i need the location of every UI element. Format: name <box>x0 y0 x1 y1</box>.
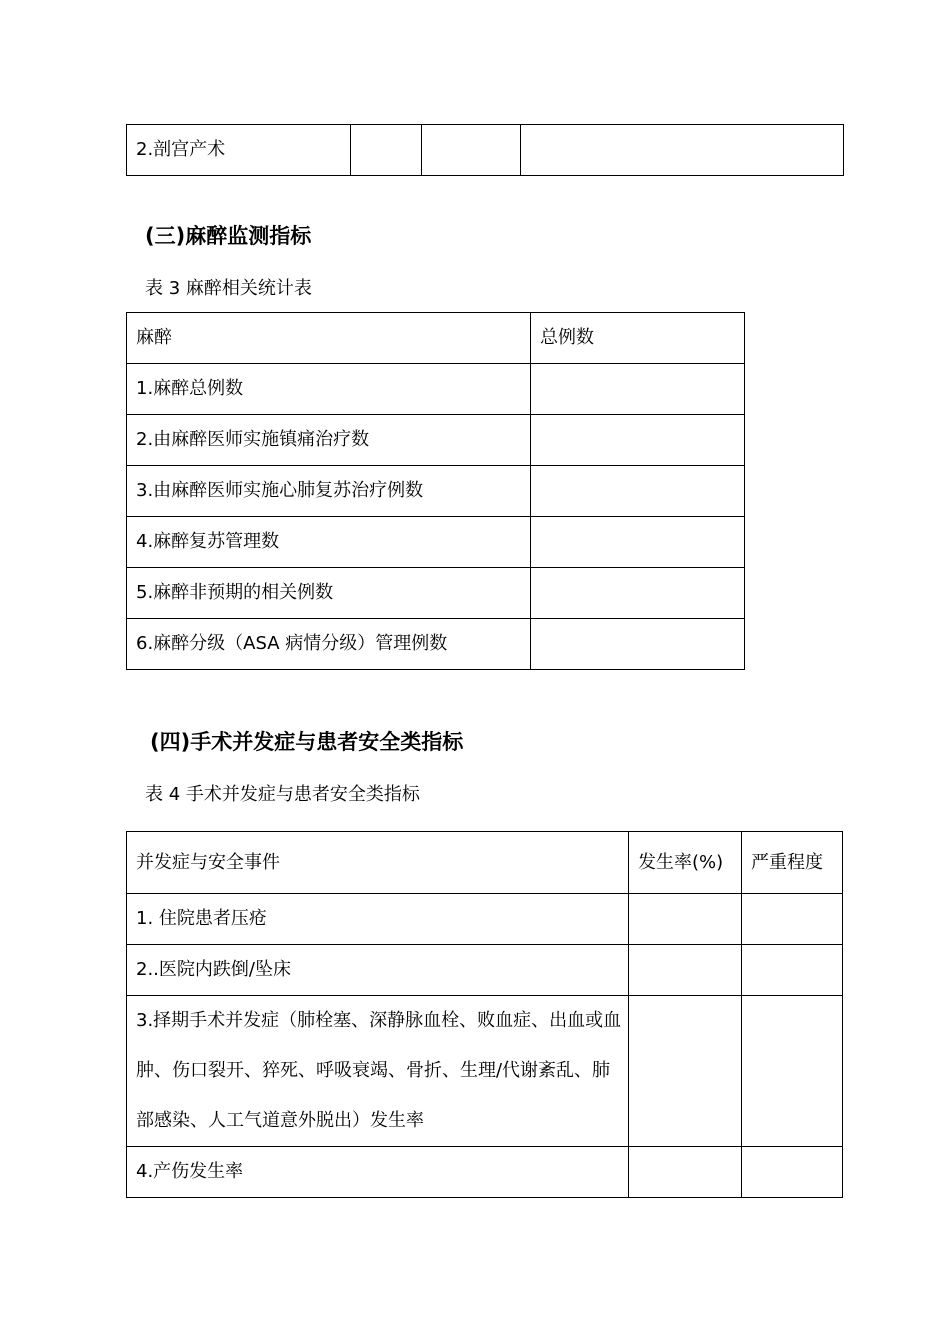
empty-cell <box>531 619 745 670</box>
empty-cell <box>531 517 745 568</box>
column-header: 总例数 <box>531 313 745 364</box>
section3-caption: 表 3 麻醉相关统计表 <box>145 278 312 299</box>
row-label: 2..医院内跌倒/坠床 <box>127 945 629 996</box>
table-row <box>127 364 745 415</box>
column-header: 麻醉 <box>127 313 531 364</box>
table-row <box>127 415 745 466</box>
empty-cell <box>742 996 843 1147</box>
empty-cell <box>531 364 745 415</box>
row-label: 2.由麻醉医师实施镇痛治疗数 <box>127 415 531 466</box>
row-label: 3.择期手术并发症（肺栓塞、深静脉血栓、败血症、出血或血肿、伤口裂开、猝死、呼吸衰竭、骨折、生理/代谢紊乱、肺部感染、人工气道意外脱出）发生率 <box>127 996 629 1147</box>
column-header: 发生率(%) <box>629 832 742 894</box>
row-label: 5.麻醉非预期的相关例数 <box>127 568 531 619</box>
table-header-row <box>127 832 843 894</box>
table-row <box>127 125 844 176</box>
row-label: 1. 住院患者压疮 <box>127 894 629 945</box>
table-row <box>127 894 843 945</box>
empty-cell <box>531 415 745 466</box>
table-row <box>127 996 843 1147</box>
row-label: 3.由麻醉医师实施心肺复苏治疗例数 <box>127 466 531 517</box>
row-label: 4.麻醉复苏管理数 <box>127 517 531 568</box>
top-table <box>126 124 844 176</box>
table-row <box>127 466 745 517</box>
empty-cell <box>521 125 844 176</box>
empty-cell <box>531 568 745 619</box>
column-header: 严重程度 <box>742 832 843 894</box>
column-header: 并发症与安全事件 <box>127 832 629 894</box>
empty-cell <box>629 945 742 996</box>
empty-cell <box>742 945 843 996</box>
table-row <box>127 619 745 670</box>
empty-cell <box>629 996 742 1147</box>
table-row <box>127 568 745 619</box>
row-label: 1.麻醉总例数 <box>127 364 531 415</box>
section4-heading: (四)手术并发症与患者安全类指标 <box>150 730 464 754</box>
anesthesia-table <box>126 312 745 670</box>
section3-heading: (三)麻醉监测指标 <box>145 224 312 248</box>
section4-caption: 表 4 手术并发症与患者安全类指标 <box>145 784 420 805</box>
row-label: 6.麻醉分级（ASA 病情分级）管理例数 <box>127 619 531 670</box>
empty-cell <box>742 894 843 945</box>
row-label: 4.产伤发生率 <box>127 1147 629 1198</box>
empty-cell <box>531 466 745 517</box>
table-header-row <box>127 313 745 364</box>
complications-table <box>126 831 843 1198</box>
table-row <box>127 517 745 568</box>
empty-cell <box>351 125 422 176</box>
row-label: 2.剖宫产术 <box>127 125 351 176</box>
empty-cell <box>629 1147 742 1198</box>
empty-cell <box>629 894 742 945</box>
empty-cell <box>742 1147 843 1198</box>
empty-cell <box>422 125 521 176</box>
table-row <box>127 945 843 996</box>
table-row <box>127 1147 843 1198</box>
